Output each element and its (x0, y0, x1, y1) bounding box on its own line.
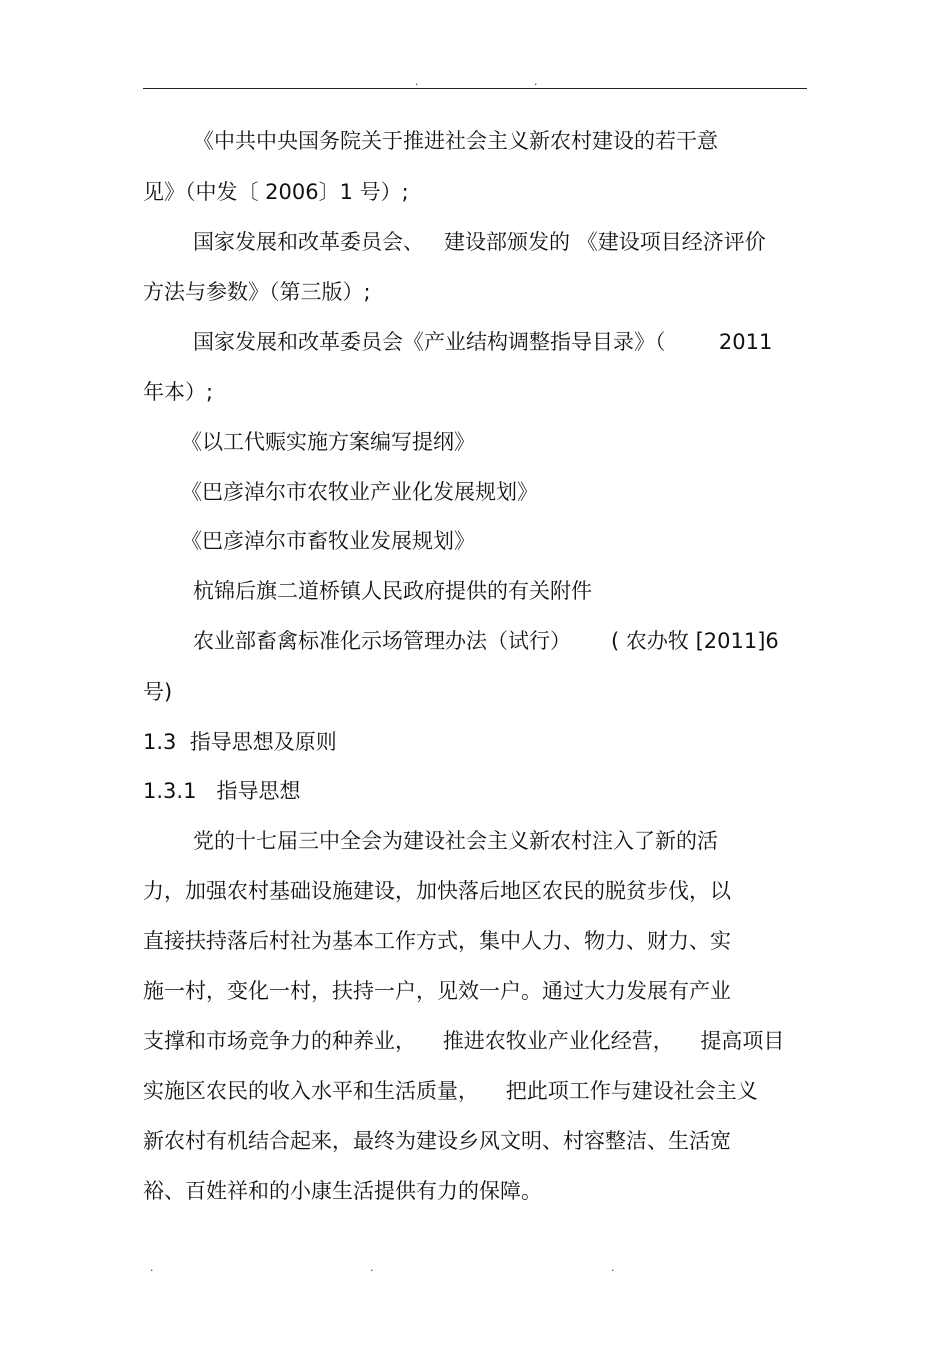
reference-line: 农业部畜禽标准化示场管理办法（试行） ( 农办牧 [2011]6 (193, 629, 779, 653)
paragraph-line: 支撑和市场竞争力的种养业， 推进农牧业产业化经营， 提高项目 (143, 1029, 785, 1053)
reference-line: 国家发展和改革委员会《产业结构调整指导目录》（ 2011 (193, 330, 773, 354)
header-rule (143, 88, 807, 89)
paragraph-line: 新农村有机结合起来，最终为建设乡风文明、村容整洁、生活宽 (143, 1129, 731, 1153)
reference-line: 《以工代赈实施方案编写提纲》 (181, 430, 475, 454)
reference-line: 《巴彦淖尔市畜牧业发展规划》 (181, 529, 475, 553)
paragraph-line: 力，加强农村基础设施建设，加快落后地区农民的脱贫步伐，以 (143, 879, 731, 903)
paragraph-line: 实施区农民的收入水平和生活质量， 把此项工作与建设社会主义 (143, 1079, 758, 1103)
section-heading: 1.3 指导思想及原则 (143, 730, 337, 754)
paragraph-line: 施一村，变化一村，扶持一户，见效一户。通过大力发展有产业 (143, 979, 731, 1003)
reference-line: 《巴彦淖尔市农牧业产业化发展规划》 (181, 480, 538, 504)
reference-line: 号) (143, 680, 173, 704)
footer-dot: . (611, 1261, 615, 1274)
header-dot: . (415, 75, 419, 88)
paragraph-line: 直接扶持落后村社为基本工作方式，集中人力、物力、财力、实 (143, 929, 731, 953)
header-dot: . (534, 75, 538, 88)
footer-dot: . (370, 1261, 374, 1274)
reference-line: 国家发展和改革委员会、 建设部颁发的 《建设项目经济评价 (193, 230, 766, 254)
paragraph-line: 党的十七届三中全会为建设社会主义新农村注入了新的活 (193, 829, 718, 853)
reference-line: 方法与参数》（第三版）; (143, 280, 371, 304)
reference-line: 《中共中央国务院关于推进社会主义新农村建设的若干意 (193, 129, 718, 153)
reference-line: 杭锦后旗二道桥镇人民政府提供的有关附件 (193, 579, 592, 603)
reference-line: 年本）; (143, 380, 214, 404)
footer-dot: . (150, 1261, 154, 1274)
subsection-heading: 1.3.1 指导思想 (143, 779, 301, 803)
reference-line: 见》（中发〔 2006〕1 号）; (143, 180, 409, 204)
paragraph-line: 裕、百姓祥和的小康生活提供有力的保障。 (143, 1179, 542, 1203)
